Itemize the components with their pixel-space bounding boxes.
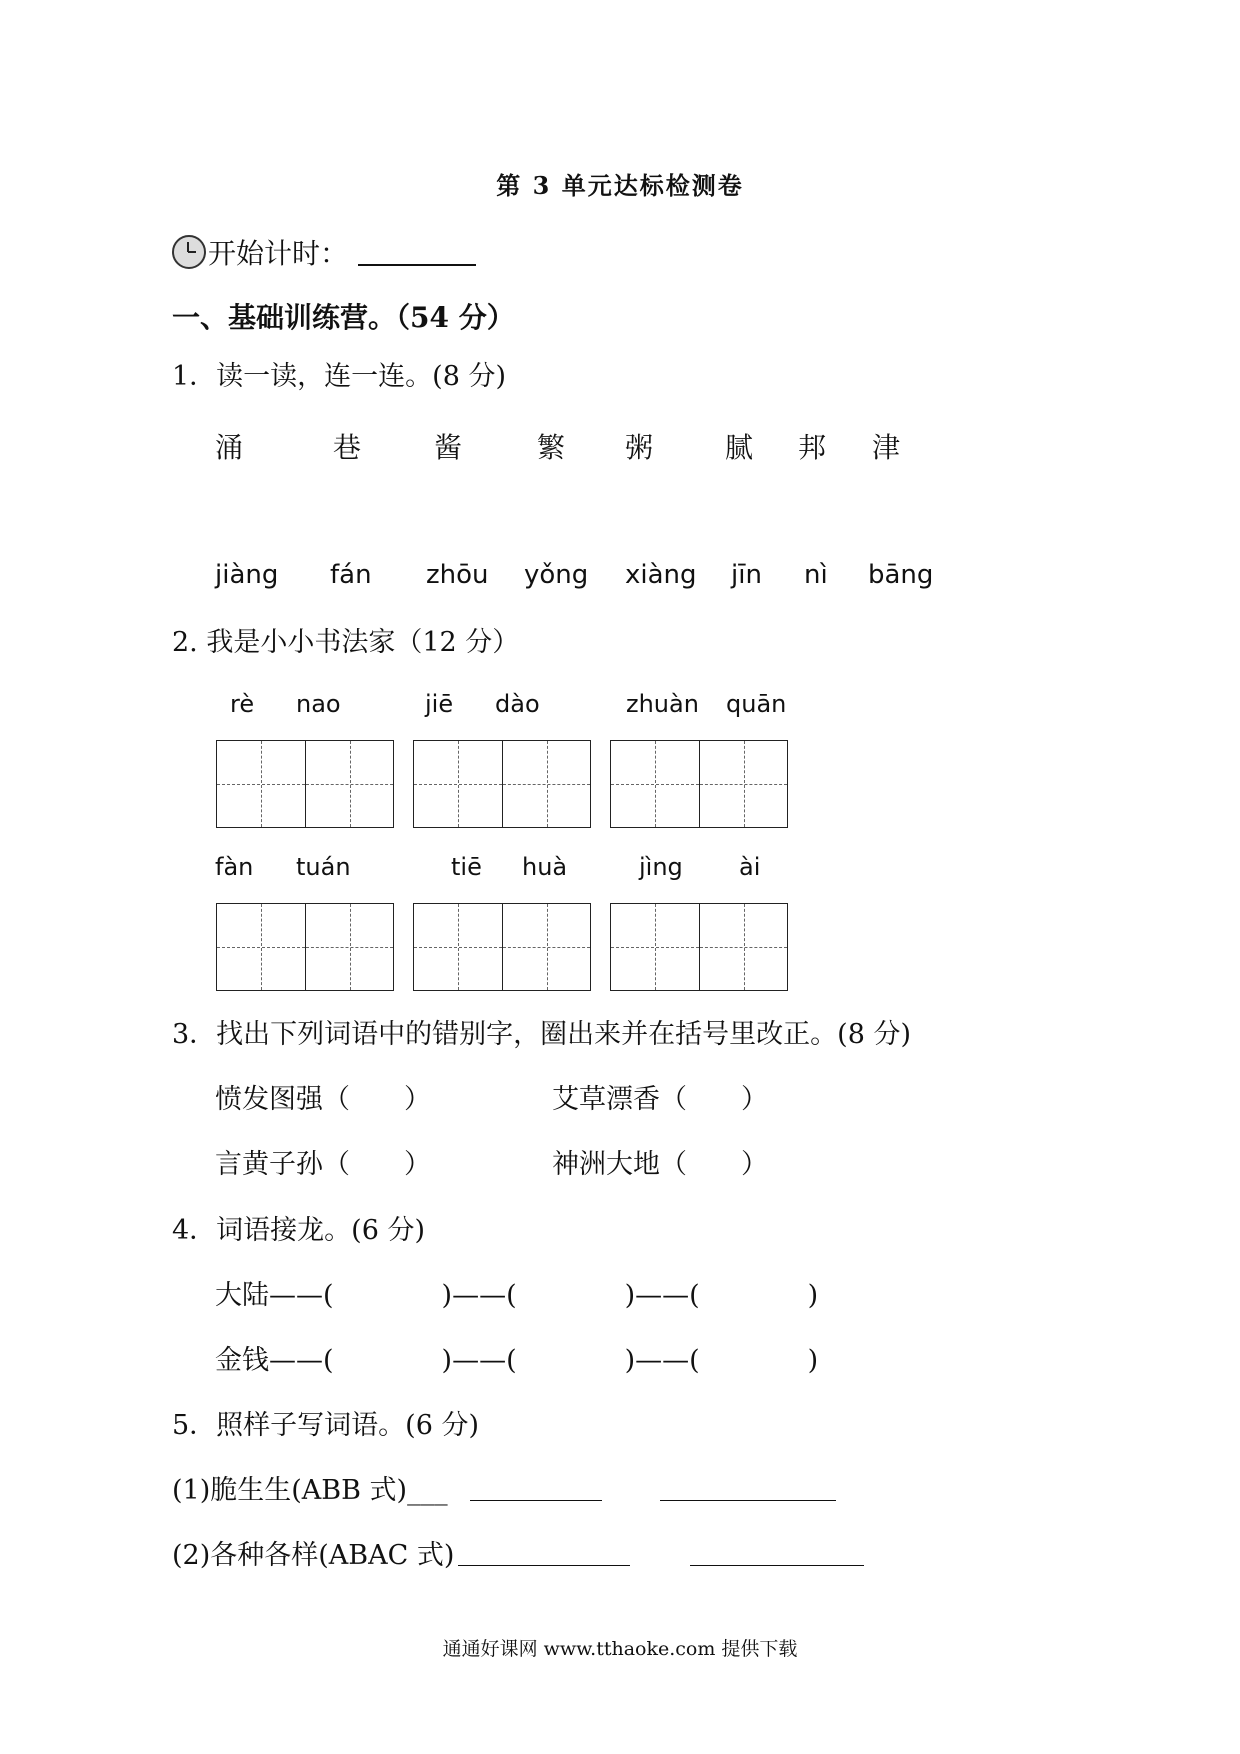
writing-grid[interactable]	[216, 740, 394, 828]
q2-pinyin: dào	[495, 690, 540, 718]
q2-pinyin: nao	[296, 690, 341, 718]
q2-pinyin: jiē	[425, 690, 454, 718]
q4-line: 大陆——( )——( )——( )	[215, 1280, 819, 1311]
q4-heading: 4．词语接龙。(6 分)	[172, 1215, 426, 1246]
pinyin-1: jiàng	[215, 560, 279, 590]
q3-item: 愤发图强（ ）	[215, 1084, 431, 1115]
char-1: 涌	[215, 431, 244, 464]
char-2: 巷	[333, 431, 362, 464]
q3-heading: 3．找出下列词语中的错别字，圈出来并在括号里改正。(8 分)	[172, 1019, 912, 1050]
writing-grid[interactable]	[413, 740, 591, 828]
q5-item1: (1)脆生生(ABB 式)___	[172, 1475, 448, 1506]
pinyin-4: yǒng	[524, 560, 589, 590]
q4-line: 金钱——( )——( )——( )	[215, 1345, 819, 1376]
pinyin-5: xiàng	[625, 560, 697, 590]
writing-grid[interactable]	[413, 903, 591, 991]
char-5: 粥	[625, 431, 654, 464]
pinyin-6: jīn	[731, 560, 762, 590]
char-3: 酱	[434, 431, 463, 464]
q3-item: 艾草漂香（ ）	[552, 1084, 768, 1115]
q2-heading: 2. 我是小小书法家（12 分）	[172, 627, 520, 658]
q2-pinyin: tuán	[296, 853, 351, 881]
writing-grid[interactable]	[610, 740, 788, 828]
q5-item2: (2)各种各样(ABAC 式)	[172, 1540, 455, 1571]
footer-text: 通通好课网 www.tthaoke.com 提供下载	[442, 1638, 798, 1660]
pinyin-7: nì	[804, 560, 828, 590]
q2-pinyin: huà	[522, 853, 568, 881]
char-7: 邦	[798, 431, 827, 464]
char-8: 津	[872, 431, 901, 464]
q3-item: 言黄子孙（ ）	[215, 1149, 431, 1180]
q1-heading: 1．读一读，连一连。(8 分)	[172, 361, 507, 392]
q2-pinyin: ài	[739, 853, 761, 881]
q3-item: 神洲大地（ ）	[552, 1149, 768, 1180]
page-title: 第 3 单元达标检测卷	[496, 171, 744, 200]
q2-pinyin: jìng	[639, 853, 683, 881]
timer-row	[172, 232, 476, 272]
pinyin-3: zhōu	[426, 560, 489, 590]
answer-line[interactable]	[458, 1565, 630, 1566]
section-heading: 一、基础训练营。（54 分）	[172, 301, 515, 334]
timer-label: 开始计时：	[208, 237, 349, 270]
q2-pinyin: quān	[726, 690, 787, 718]
writing-grid[interactable]	[216, 903, 394, 991]
q2-pinyin: rè	[230, 690, 255, 718]
q5-heading: 5．照样子写词语。(6 分)	[172, 1410, 480, 1441]
q2-pinyin: zhuàn	[626, 690, 699, 718]
answer-line[interactable]	[470, 1500, 602, 1501]
pinyin-2: fán	[330, 560, 372, 590]
char-4: 繁	[537, 431, 566, 464]
clock-icon	[172, 235, 206, 269]
q2-pinyin: fàn	[215, 853, 254, 881]
answer-line[interactable]	[690, 1565, 864, 1566]
char-6: 腻	[725, 431, 754, 464]
q2-pinyin: tiē	[451, 853, 482, 881]
writing-grid[interactable]	[610, 903, 788, 991]
pinyin-8: bāng	[868, 560, 934, 590]
answer-line[interactable]	[660, 1500, 836, 1501]
timer-blank[interactable]	[358, 238, 476, 266]
